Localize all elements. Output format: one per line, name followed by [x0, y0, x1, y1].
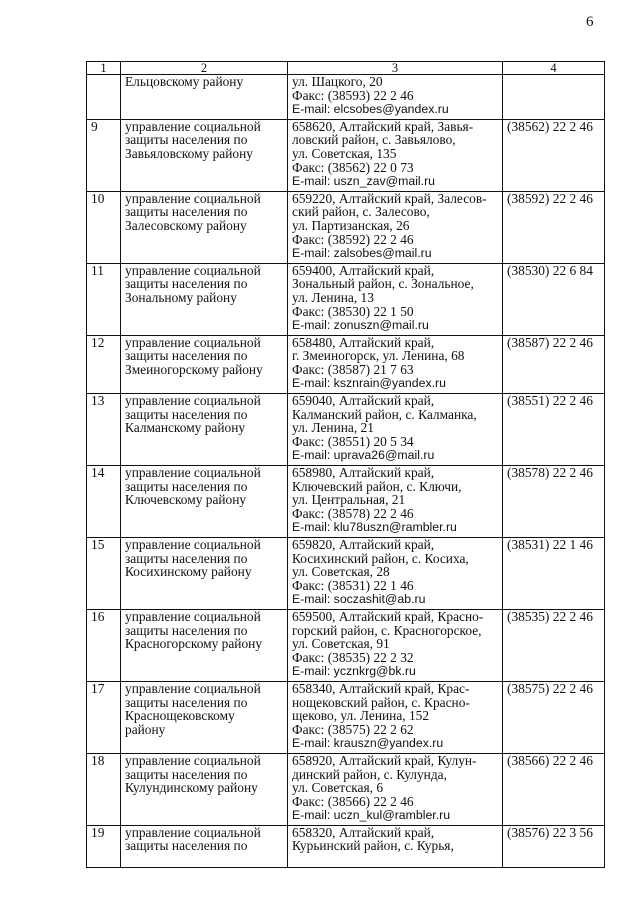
phone-number: (38575) 22 2 46 — [503, 681, 605, 753]
phone-number: (38576) 22 3 56 — [503, 825, 605, 867]
agency-address — [288, 466, 503, 538]
agency-address — [288, 538, 503, 610]
agency-address — [288, 609, 503, 681]
agency-address — [288, 191, 503, 263]
column-header-4: 4 — [503, 62, 605, 75]
page-number: 6 — [586, 14, 594, 30]
agency-contacts-table — [86, 61, 605, 868]
row-number — [87, 75, 121, 120]
table-row — [87, 753, 605, 825]
email-address: E-mail: ycznkrg@bk.ru — [292, 664, 416, 679]
row-number: 11 — [87, 263, 121, 335]
table-row — [87, 825, 605, 867]
address-text: 658340, Алтайский край, Крас- нощековский район, с. Красно- щеково, ул. Ленина, 152 Факс: (38575) 22 2 62 — [292, 681, 470, 737]
phone-number: (38530) 22 6 84 — [503, 263, 605, 335]
table-row — [87, 191, 605, 263]
email-address: E-mail: zonuszn@mail.ru — [292, 318, 429, 333]
row-number: 14 — [87, 466, 121, 538]
address-text: 658920, Алтайский край, Кулун- динский район, с. Кулунда, ул. Советская, 6 Факс: (38566) 22 2 46 — [292, 753, 477, 809]
agency-address — [288, 681, 503, 753]
agency-name: управление социальной защиты населения по — [121, 825, 288, 867]
row-number: 16 — [87, 609, 121, 681]
agency-name: управление социальной защиты населения по Змеиногорскому району — [121, 335, 288, 393]
table-row — [87, 75, 605, 120]
agency-name: управление социальной защиты населения по Залесовскому району — [121, 191, 288, 263]
agency-address — [288, 335, 503, 393]
table-row — [87, 335, 605, 393]
email-address: E-mail: klu78uszn@rambler.ru — [292, 520, 457, 535]
address-text: 658620, Алтайский край, Завья- ловский район, с. Завьялово, ул. Советская, 135 Факс: (38562) 22 0 73 — [292, 119, 474, 175]
row-number: 15 — [87, 538, 121, 610]
agency-address — [288, 263, 503, 335]
row-number: 19 — [87, 825, 121, 867]
table-row — [87, 394, 605, 466]
table-row — [87, 681, 605, 753]
row-number: 17 — [87, 681, 121, 753]
agency-address — [288, 394, 503, 466]
agency-name: управление социальной защиты населения по Зональному району — [121, 263, 288, 335]
email-address: E-mail: krauszn@yandex.ru — [292, 736, 444, 751]
phone-number: (38587) 22 2 46 — [503, 335, 605, 393]
phone-number — [503, 75, 605, 120]
table-row — [87, 119, 605, 191]
phone-number: (38562) 22 2 46 — [503, 119, 605, 191]
email-address: E-mail: zalsobes@mail.ru — [292, 246, 432, 261]
email-address: E-mail: elcsobes@yandex.ru — [292, 102, 449, 117]
address-text: 658980, Алтайский край, Ключевский район, с. Ключи, ул. Центральная, 21 Факс: (38578) 22 2 46 — [292, 465, 462, 521]
column-header-2: 2 — [121, 62, 288, 75]
agency-name: управление социальной защиты населения по Ключевскому району — [121, 466, 288, 538]
column-number-row — [87, 62, 605, 75]
agency-name: Ельцовскому району — [121, 75, 288, 120]
agency-name: управление социальной защиты населения по Краснощековскому району — [121, 681, 288, 753]
address-text: ул. Шацкого, 20 Факс: (38593) 22 2 46 — [292, 74, 414, 103]
address-text: 659220, Алтайский край, Залесов- ский район, с. Залесово, ул. Партизанская, 26 Факс: (38592) 22 2 46 — [292, 191, 487, 247]
email-address: E-mail: soczashit@ab.ru — [292, 592, 426, 607]
row-number: 10 — [87, 191, 121, 263]
row-number: 18 — [87, 753, 121, 825]
column-header-1: 1 — [87, 62, 121, 75]
table-row — [87, 609, 605, 681]
agency-address — [288, 75, 503, 120]
phone-number: (38578) 22 2 46 — [503, 466, 605, 538]
phone-number: (38551) 22 2 46 — [503, 394, 605, 466]
row-number: 12 — [87, 335, 121, 393]
phone-number: (38592) 22 2 46 — [503, 191, 605, 263]
email-address: E-mail: ksznrain@yandex.ru — [292, 376, 446, 391]
email-address: E-mail: uprava26@mail.ru — [292, 448, 435, 463]
table-row — [87, 538, 605, 610]
address-text: 659400, Алтайский край, Зональный район, с. Зональное, ул. Ленина, 13 Факс: (38530) 22 1 50 — [292, 263, 474, 319]
agency-name: управление социальной защиты населения по Завьяловскому району — [121, 119, 288, 191]
email-address: E-mail: uczn_kul@rambler.ru — [292, 808, 451, 823]
phone-number: (38535) 22 2 46 — [503, 609, 605, 681]
agency-address — [288, 825, 503, 867]
table-row — [87, 263, 605, 335]
column-header-3: 3 — [288, 62, 503, 75]
email-address: E-mail: uszn_zav@mail.ru — [292, 174, 436, 189]
address-text: 659040, Алтайский край, Калманский район, с. Калманка, ул. Ленина, 21 Факс: (38551) 20 5 34 — [292, 393, 477, 449]
agency-name: управление социальной защиты населения по Косихинскому району — [121, 538, 288, 610]
address-text: 659500, Алтайский край, Красно- горский район, с. Красногорское, ул. Советская, 91 Факс: (38535) 22 2 32 — [292, 609, 484, 665]
phone-number: (38531) 22 1 46 — [503, 538, 605, 610]
phone-number: (38566) 22 2 46 — [503, 753, 605, 825]
agency-address — [288, 753, 503, 825]
agency-name: управление социальной защиты населения по Калманскому району — [121, 394, 288, 466]
address-text: 659820, Алтайский край, Косихинский район, с. Косиха, ул. Советская, 28 Факс: (38531) 22 1 46 — [292, 537, 469, 593]
table-row — [87, 466, 605, 538]
agency-name: управление социальной защиты населения по Кулундинскому району — [121, 753, 288, 825]
address-text: 658320, Алтайский край, Курьинский район, с. Курья, — [292, 825, 454, 854]
row-number: 13 — [87, 394, 121, 466]
agency-address — [288, 119, 503, 191]
agency-name: управление социальной защиты населения по Красногорскому району — [121, 609, 288, 681]
row-number: 9 — [87, 119, 121, 191]
address-text: 658480, Алтайский край, г. Змеиногорск, ул. Ленина, 68 Факс: (38587) 21 7 63 — [292, 335, 465, 377]
